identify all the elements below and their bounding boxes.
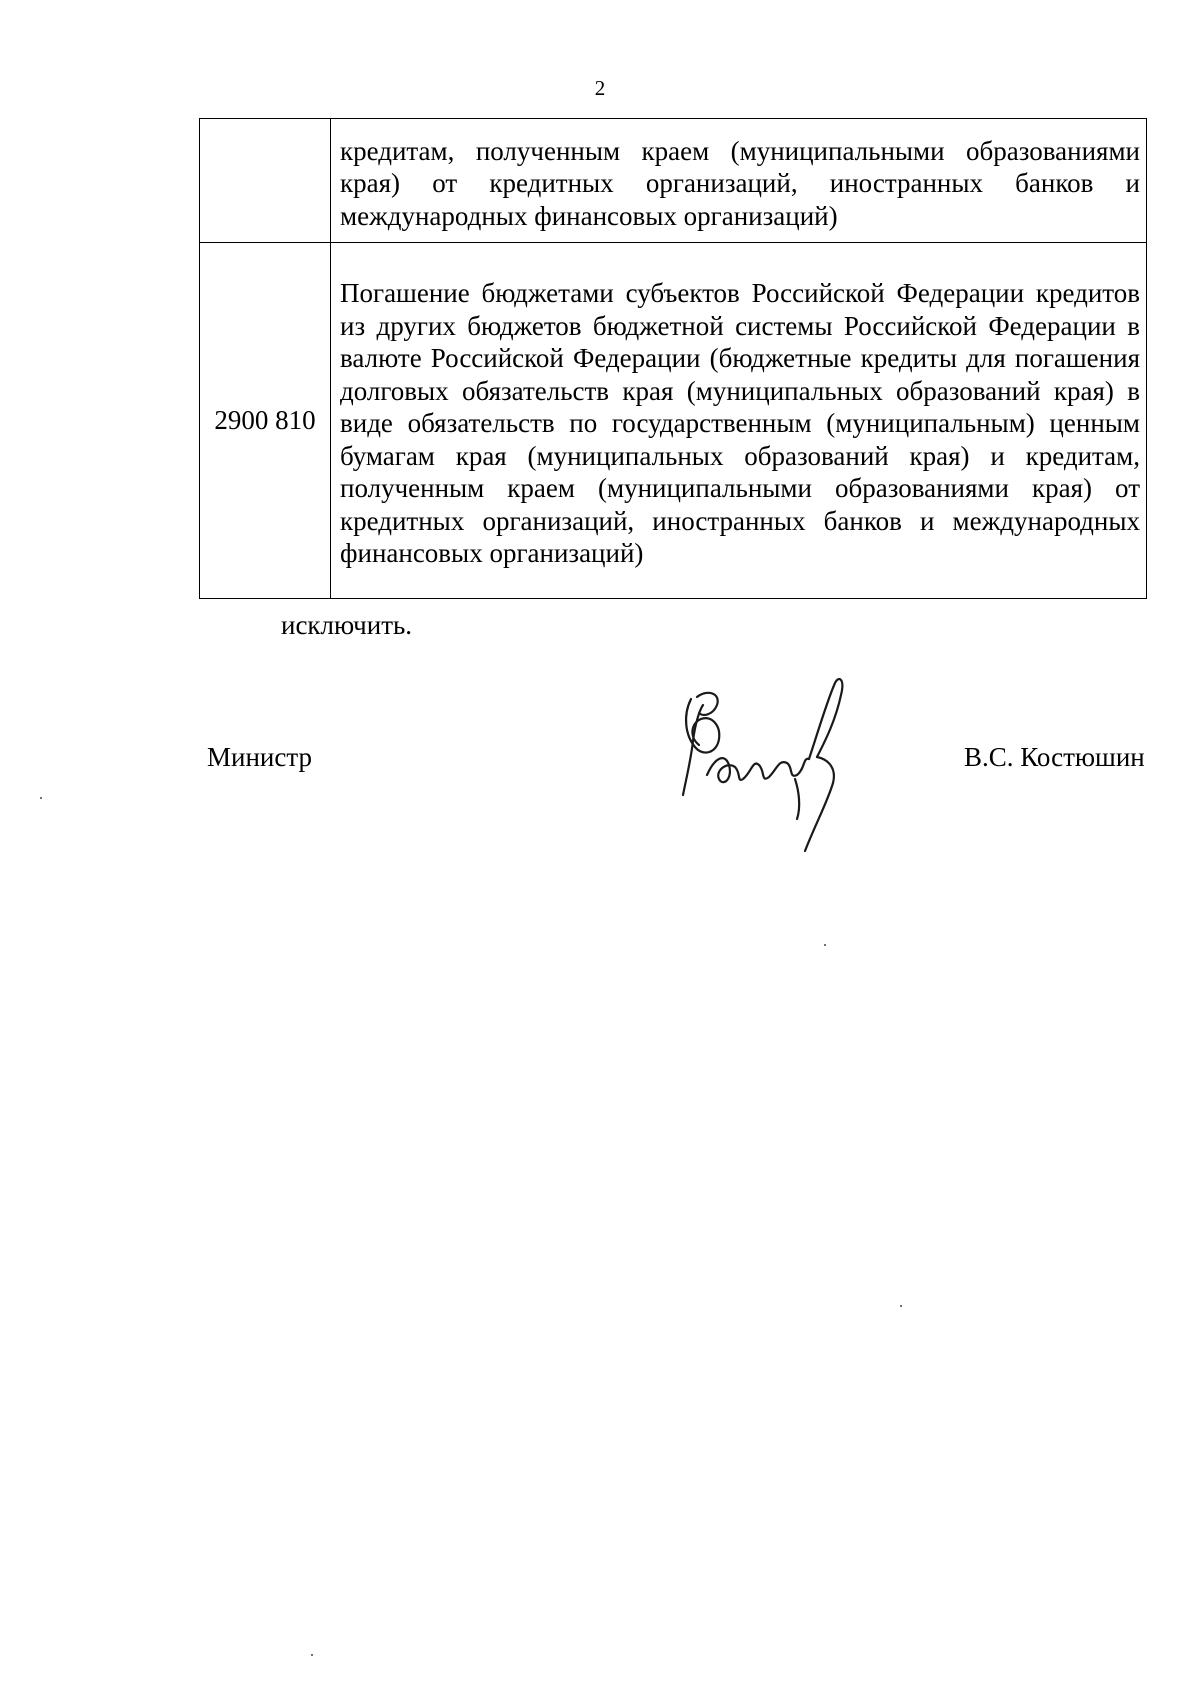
signatory-name: В.С. Костюшин [964,742,1145,772]
table-cell-description: кредитам, полученным краем (муниципальными образованиями края) от кредитных организаций, иностранных банков и международных финансовых организаций) [331,119,1147,243]
table-cell-code [200,119,331,243]
budget-codes-table [199,118,1147,599]
handwritten-signature [677,675,853,853]
scan-artifact [824,944,826,946]
scan-artifact [40,797,42,799]
table-cell-code: 2900 810 [200,243,331,599]
scan-artifact [900,1305,902,1307]
table-cell-description: Погашение бюджетами субъектов Российской Федерации кредитов из других бюджетов бюджетной системы Российской Федерации в валюте Российской Федерации (бюджетные кредиты для погашения долговых обязательств края (муниципальных образований края) в виде обязательств по государственным (муниципальным) ценным бумагам края (муниципальных образований края) и кредитам, полученным краем (муниципальными образованиями края) от кредитных организаций, иностранных банков и международных финансовых организаций) [331,243,1147,599]
scan-artifact [311,1654,313,1656]
signatory-position: Министр [207,742,312,772]
page-number: 2 [594,76,606,100]
table-row [200,243,1147,599]
exclude-instruction: исключить. [281,610,413,640]
table-row [200,119,1147,243]
